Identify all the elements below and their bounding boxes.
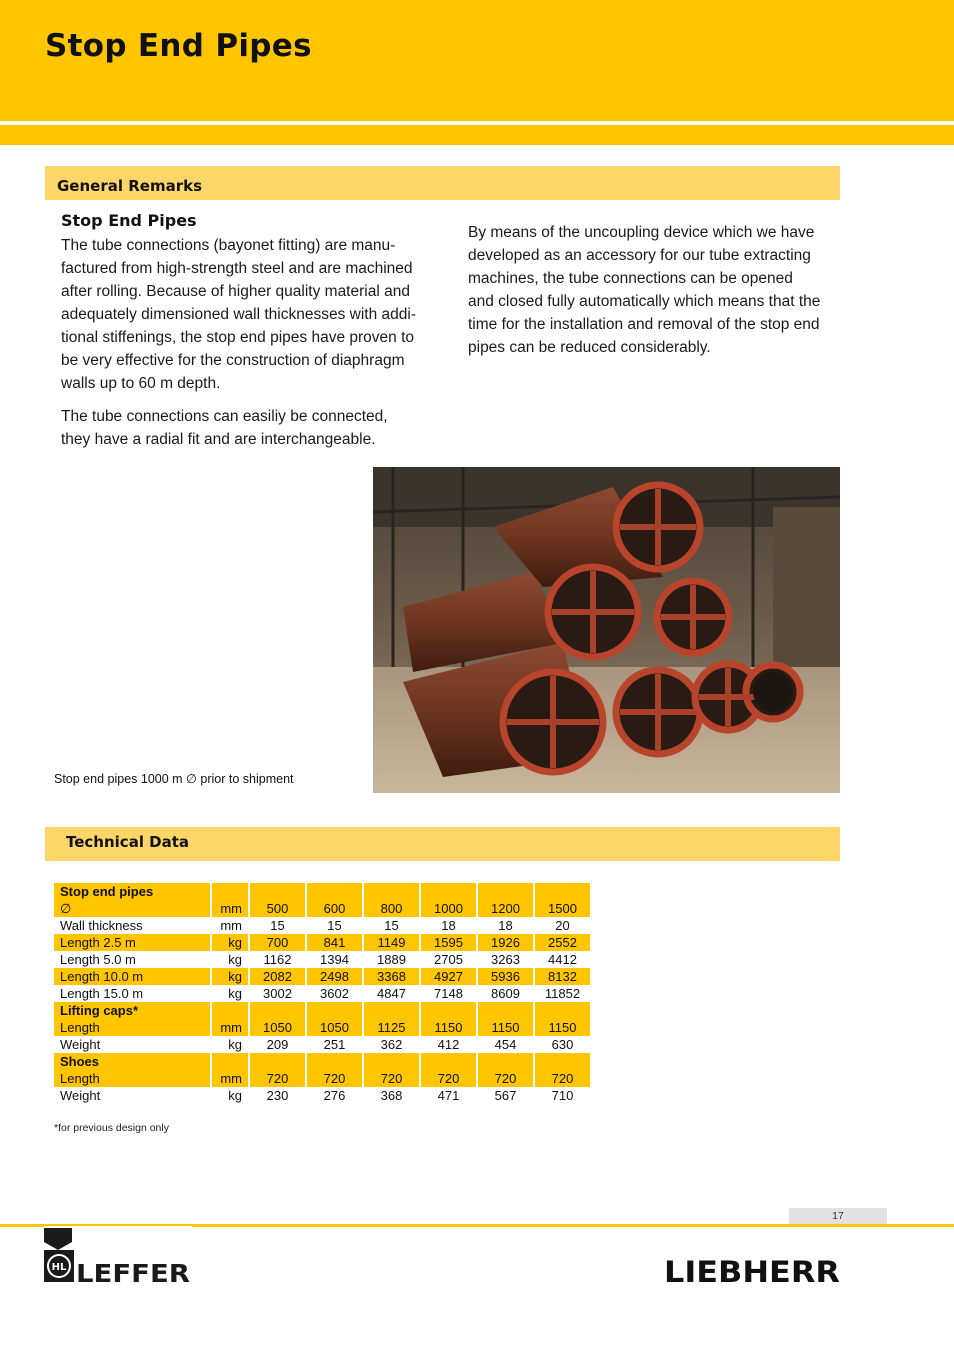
text-line: machines, the tube connections can be opened (468, 270, 793, 287)
cell: 251 (307, 1036, 364, 1053)
group-title: Lifting caps* (54, 1002, 212, 1019)
row-unit: mm (212, 900, 250, 917)
table-row (54, 1019, 592, 1036)
row-unit: mm (212, 917, 250, 934)
leffer-emblem: HL (51, 1262, 67, 1273)
text-line: The tube connections (bayonet fitting) are manu- (61, 237, 396, 254)
table-row (54, 985, 592, 1002)
cell: 1050 (250, 1019, 307, 1036)
group-title: Shoes (54, 1053, 212, 1070)
cell: 11852 (535, 985, 592, 1002)
table-footnote: *for previous design only (54, 1122, 169, 1134)
cell: 15 (250, 917, 307, 934)
text-line: time for the installation and removal of the stop end (468, 316, 820, 333)
cell: 700 (250, 934, 307, 951)
paragraph-1 (61, 234, 441, 395)
text-line: and closed fully automatically which means that the (468, 293, 821, 310)
technical-data-table (54, 883, 592, 1104)
photo-caption: Stop end pipes 1000 m ∅ prior to shipment (54, 772, 294, 786)
cell: 2082 (250, 968, 307, 985)
cell: 841 (307, 934, 364, 951)
cell: 1149 (364, 934, 421, 951)
row-label: ∅ (54, 900, 212, 917)
cell: 8609 (478, 985, 535, 1002)
liebherr-logo (664, 1256, 840, 1284)
cell: 2705 (421, 951, 478, 968)
cell: 1000 (421, 900, 478, 917)
group-title: Stop end pipes (54, 883, 212, 900)
table-row (54, 917, 592, 934)
technical-data-heading: Technical Data (66, 833, 190, 851)
text-line: be very effective for the construction of diaphragm (61, 352, 405, 369)
text-line: adequately dimensioned wall thicknesses with addi- (61, 306, 416, 323)
row-label: Weight (54, 1036, 212, 1053)
row-unit: kg (212, 934, 250, 951)
cell: 720 (364, 1070, 421, 1087)
leffer-logo (44, 1226, 192, 1284)
table-row (54, 1036, 592, 1053)
cell: 15 (307, 917, 364, 934)
cell: 15 (364, 917, 421, 934)
cell: 3263 (478, 951, 535, 968)
row-unit: mm (212, 1019, 250, 1036)
right-column (468, 221, 848, 359)
row-label: Length 5.0 m (54, 951, 212, 968)
paragraph-3 (468, 221, 848, 359)
cell: 230 (250, 1087, 307, 1104)
cell: 209 (250, 1036, 307, 1053)
cell: 1162 (250, 951, 307, 968)
text-line: By means of the uncoupling device which we have (468, 224, 815, 241)
cell: 4927 (421, 968, 478, 985)
row-label: Length 10.0 m (54, 968, 212, 985)
table-row (54, 934, 592, 951)
cell: 20 (535, 917, 592, 934)
table-group-header (54, 1002, 592, 1019)
general-remarks-heading: General Remarks (57, 177, 202, 195)
cell: 3002 (250, 985, 307, 1002)
technical-data-bar (45, 827, 840, 861)
row-unit: kg (212, 968, 250, 985)
cell: 4847 (364, 985, 421, 1002)
stop-end-pipes-photo (373, 467, 840, 793)
paragraph-2 (61, 405, 441, 451)
cell: 454 (478, 1036, 535, 1053)
cell: 1150 (535, 1019, 592, 1036)
cell: 18 (478, 917, 535, 934)
left-column (61, 209, 441, 451)
leffer-wordmark: LEFFER (76, 1259, 190, 1284)
subheading: Stop End Pipes (61, 211, 197, 230)
cell: 567 (478, 1087, 535, 1104)
row-unit: kg (212, 1036, 250, 1053)
text-line: developed as an accessory for our tube extracting (468, 247, 811, 264)
cell: 720 (478, 1070, 535, 1087)
table-group-header (54, 1053, 592, 1070)
cell: 7148 (421, 985, 478, 1002)
row-label: Length (54, 1070, 212, 1087)
table-row (54, 951, 592, 968)
cell: 4412 (535, 951, 592, 968)
cell: 3368 (364, 968, 421, 985)
cell: 2498 (307, 968, 364, 985)
table-row (54, 968, 592, 985)
cell: 720 (250, 1070, 307, 1087)
cell: 3602 (307, 985, 364, 1002)
row-unit: kg (212, 951, 250, 968)
cell: 720 (535, 1070, 592, 1087)
table-row (54, 1070, 592, 1087)
row-label: Length (54, 1019, 212, 1036)
row-label: Length 15.0 m (54, 985, 212, 1002)
cell: 630 (535, 1036, 592, 1053)
cell: 1200 (478, 900, 535, 917)
cell: 500 (250, 900, 307, 917)
text-line: factured from high-strength steel and are machined (61, 260, 413, 277)
table-row (54, 900, 592, 917)
row-unit: mm (212, 1070, 250, 1087)
row-label: Wall thickness (54, 917, 212, 934)
text-line: after rolling. Because of higher quality material and (61, 283, 410, 300)
cell: 412 (421, 1036, 478, 1053)
cell: 471 (421, 1087, 478, 1104)
cell: 1394 (307, 951, 364, 968)
row-label: Weight (54, 1087, 212, 1104)
cell: 2552 (535, 934, 592, 951)
cell: 362 (364, 1036, 421, 1053)
cell: 600 (307, 900, 364, 917)
text-line: tional stiffenings, the stop end pipes have proven to (61, 329, 415, 346)
text-line: they have a radial fit and are interchangeable. (61, 431, 376, 448)
row-unit: kg (212, 1087, 250, 1104)
row-label: Length 2.5 m (54, 934, 212, 951)
cell: 8132 (535, 968, 592, 985)
cell: 1889 (364, 951, 421, 968)
page-title: Stop End Pipes (45, 28, 312, 64)
text-line: pipes can be reduced considerably. (468, 339, 711, 356)
general-remarks-bar (45, 166, 840, 200)
cell: 5936 (478, 968, 535, 985)
cell: 1050 (307, 1019, 364, 1036)
cell: 720 (307, 1070, 364, 1087)
cell: 276 (307, 1087, 364, 1104)
cell: 1926 (478, 934, 535, 951)
cell: 18 (421, 917, 478, 934)
header-stripe (0, 125, 954, 145)
text-line: walls up to 60 m depth. (61, 375, 221, 392)
table-group-header (54, 883, 592, 900)
cell: 1150 (421, 1019, 478, 1036)
cell: 1150 (478, 1019, 535, 1036)
cell: 1595 (421, 934, 478, 951)
cell: 1500 (535, 900, 592, 917)
row-unit: kg (212, 985, 250, 1002)
cell: 1125 (364, 1019, 421, 1036)
table-row (54, 1087, 592, 1104)
text-line: The tube connections can easiliy be connected, (61, 408, 388, 425)
liebherr-wordmark: LIEBHERR (664, 1256, 840, 1284)
cell: 710 (535, 1087, 592, 1104)
cell: 800 (364, 900, 421, 917)
page-number: 17 (789, 1208, 887, 1225)
cell: 368 (364, 1087, 421, 1104)
cell: 720 (421, 1070, 478, 1087)
